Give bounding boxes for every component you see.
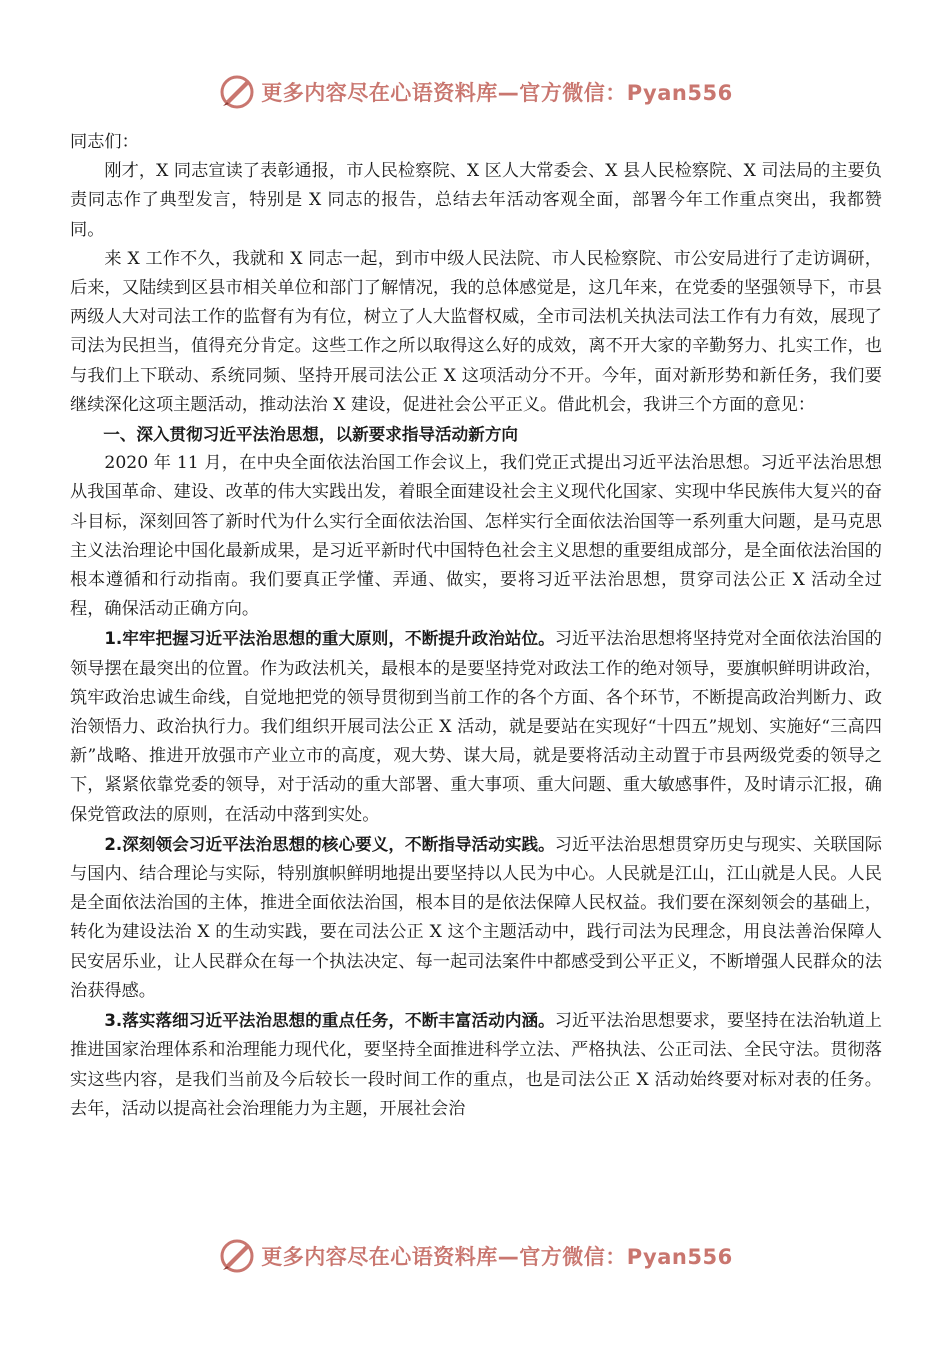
- paragraph: [70, 245, 882, 420]
- paragraph: [70, 830, 882, 1006]
- paragraph: [70, 157, 882, 245]
- pen-seal-logo-icon: [217, 1236, 257, 1276]
- paragraph-text: 2020 年 11 月，在中央全面依法治国工作会议上，我们党正式提出习近平法治思想。习近平法治思想从我国革命、建设、改革的伟大实践出发，着眼全面建设社会主义现代化国家、实现中华民族伟大复兴的奋斗目标，深刻回答了新时代为什么实行全面依法治国、怎样实行全面依法治国等一系列重大问题，是马克思主义法治理论中国化最新成果，是习近平新时代中国特色社会主义思想的重要组成部分，是全面依法治国的根本遵循和行动指南。我们要真正学懂、弄通、做实，要将习近平法治思想，贯穿司法公正 X 活动全过程，确保活动正确方向。: [70, 453, 882, 620]
- document-body: [70, 128, 882, 1124]
- paragraph-text: 习近平法治思想将坚持党对全面依法治国的领导摆在最突出的位置。作为政法机关，最根本的是要坚持党对政法工作的绝对领导，要旗帜鲜明讲政治，筑牢政治忠诚生命线，自觉地把党的领导贯彻到当前工作的各个方面、各个环节，不断提高政治判断力、政治领悟力、政治执行力。我们组织开展司法公正 X 活动，就是要站在实现好“十四五”规划、实施好“三高四新”战略、推进开放强市产业立市的高度，观大势、谋大局，就是要将活动主动置于市县两级党委的领导之下，紧紧依靠党委的领导，对于活动的重大部署、重大事项、重大问题、重大敏感事件，及时请示汇报，确保党管政法的原则，在活动中落到实处。: [70, 629, 882, 825]
- header-watermark-text: 更多内容尽在心语资料库—官方微信：Pyan556: [261, 81, 733, 105]
- paragraph-text: 习近平法治思想要求，要坚持在法治轨道上推进国家治理体系和治理能力现代化，要坚持全面推进科学立法、严格执法、公正司法、全民守法。贯彻落实这些内容，是我们当前及今后较长一段时间工作的重点，也是司法公正 X 活动始终要对标对表的任务。去年，活动以提高社会治理能力为主题，开展社会治: [70, 1011, 882, 1119]
- paragraph-lead: 3.落实落细习近平法治思想的重点任务，不断丰富活动内涵。: [104, 1011, 555, 1031]
- paragraph-text: 来 X 工作不久，我就和 X 同志一起，到市中级人民法院、市人民检察院、市公安局进行了走访调研，后来，又陆续到区县市相关单位和部门了解情况，我的总体感觉是，这几年来，在党委的坚强领导下，市县两级人大对司法工作的监督有为有位，树立了人大监督权威，全市司法机关执法司法工作有力有效，展现了司法为民担当，值得充分肯定。这些工作之所以取得这么好的成效，离不开大家的辛勤努力、扎实工作，也与我们上下联动、系统同频、坚持开展司法公正 X 这项活动分不开。今年，面对新形势和新任务，我们要继续深化这项主题活动，推动法治 X 建设，促进社会公平正义。借此机会，我讲三个方面的意见：: [70, 248, 882, 415]
- paragraph-lead: 1.牢牢把握习近平法治思想的重大原则，不断提升政治站位。: [104, 629, 555, 649]
- paragraph-text: 习近平法治思想贯穿历史与现实、关联国际与国内、结合理论与实际，特别旗帜鲜明地提出要坚持以人民为中心。人民就是江山，江山就是人民。人民是全面依法治国的主体，推进全面依法治国，根本目的是依法保障人民权益。我们要在深刻领会的基础上，转化为建设法治 X 的生动实践，要在司法公正 X 这个主题活动中，践行司法为民理念，用良法善治保障人民安居乐业，让人民群众在每一个执法决定、每一起司法案件中都感受到公平正义，不断增强人民群众的法治获得感。: [70, 834, 882, 1001]
- footer-watermark-text: 更多内容尽在心语资料库—官方微信：Pyan556: [261, 1245, 733, 1269]
- paragraph: [70, 449, 882, 624]
- paragraph: [70, 624, 882, 829]
- footer-watermark-banner: [0, 1234, 950, 1278]
- paragraph-lead: 2.深刻领会习近平法治思想的核心要义，不断指导活动实践。: [104, 834, 555, 854]
- salutation: 同志们：: [70, 132, 139, 152]
- pen-seal-logo-icon: [217, 72, 257, 112]
- header-watermark-banner: [0, 70, 950, 114]
- paragraph: [70, 1006, 882, 1124]
- section-heading: 一、深入贯彻习近平法治思想，以新要求指导活动新方向: [103, 425, 519, 445]
- paragraph-text: 刚才，X 同志宣读了表彰通报，市人民检察院、X 区人大常委会、X 县人民检察院、X 司法局的主要负责同志作了典型发言，特别是 X 同志的报告，总结去年活动客观全面，部署今年工作重点突出，我都赞同。: [70, 161, 882, 240]
